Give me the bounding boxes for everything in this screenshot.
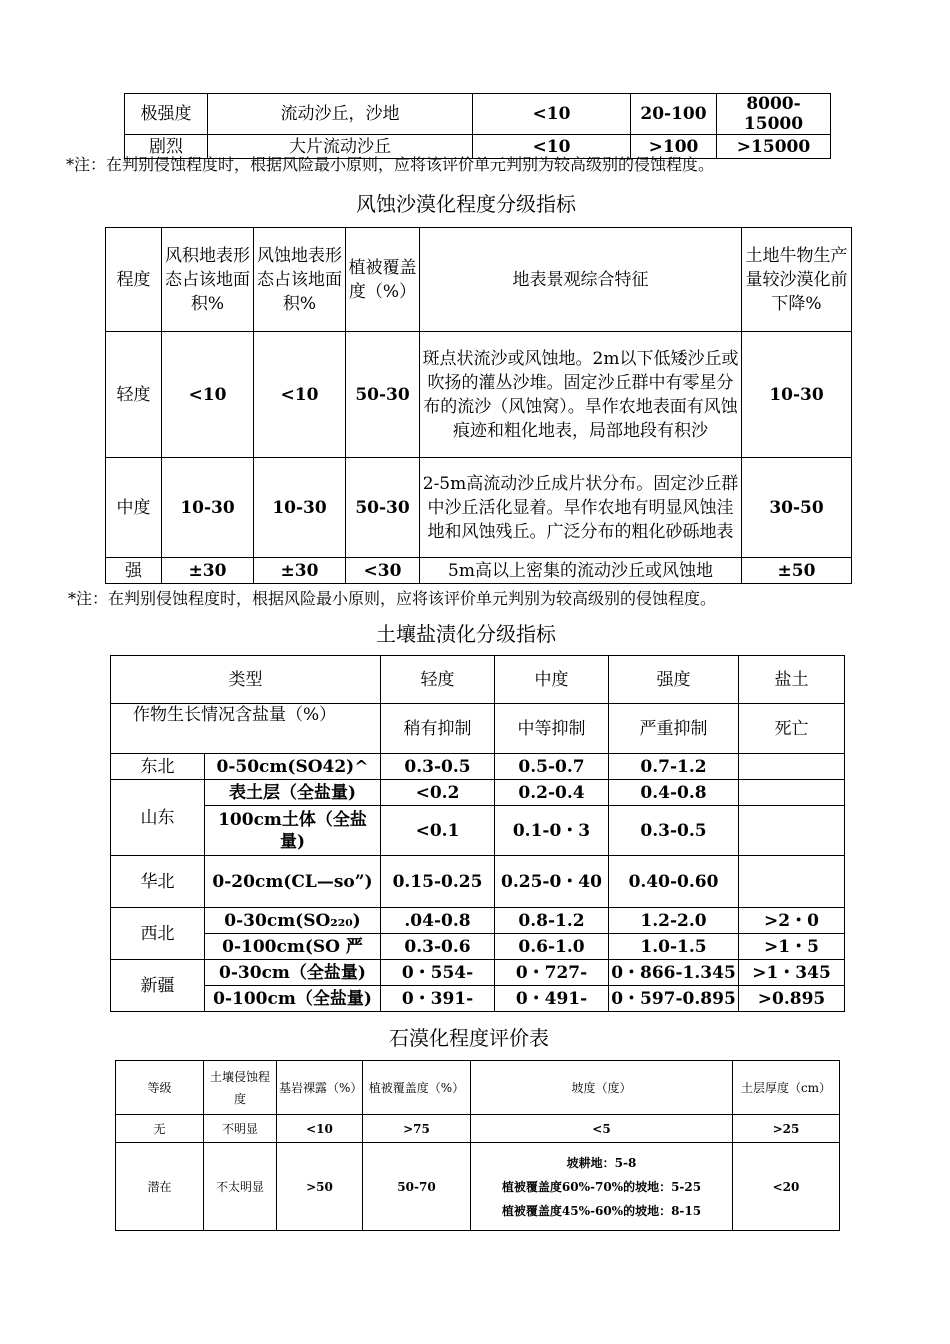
header-cell: 风蚀地表形态占该地面积% bbox=[254, 228, 346, 332]
header-cell: 中等抑制 bbox=[495, 704, 609, 754]
note-1: *注：在判别侵蚀程度时，根据风险最小原则，应将该评价单元判别为较高级别的侵蚀程度。 bbox=[66, 155, 715, 174]
cell: 剧烈 bbox=[125, 135, 208, 159]
cell: 山东 bbox=[111, 780, 205, 856]
wind-table-title: 风蚀沙漠化程度分级指标 bbox=[356, 192, 576, 216]
table-row bbox=[111, 934, 845, 960]
slope-line: 植被覆盖度60%-70%的坡地：5-25 bbox=[501, 1179, 702, 1194]
header-cell: 地表景观综合特征 bbox=[420, 228, 742, 332]
cell: 0・866-1.345 bbox=[609, 960, 739, 986]
cell: <10 bbox=[162, 332, 254, 458]
cell: 新疆 bbox=[111, 960, 205, 1012]
table-header-row bbox=[116, 1061, 840, 1115]
cell: >75 bbox=[363, 1115, 471, 1143]
cell bbox=[739, 806, 845, 856]
cell: 华北 bbox=[111, 856, 205, 908]
rocky-desertification-table bbox=[115, 1060, 840, 1231]
cell: 0.15-0.25 bbox=[381, 856, 495, 908]
cell: >0.895 bbox=[739, 986, 845, 1012]
cell: 0.2-0.4 bbox=[495, 780, 609, 806]
cell: 0-100cm(SO 严 bbox=[205, 934, 381, 960]
cell: 0・597-0.895 bbox=[609, 986, 739, 1012]
cell: 0.6-1.0 bbox=[495, 934, 609, 960]
cell: <30 bbox=[346, 558, 420, 584]
cell: 0.4-0.8 bbox=[609, 780, 739, 806]
table-row bbox=[111, 856, 845, 908]
cell: >15000 bbox=[717, 135, 831, 159]
cell: 斑点状流沙或风蚀地。2m以下低矮沙丘或吹扬的灌丛沙堆。固定沙丘群中有零星分布的流沙（风蚀窝）。旱作农地表面有风蚀痕迹和粗化地表，局部地段有积沙 bbox=[420, 332, 742, 458]
cell: <10 bbox=[473, 94, 631, 135]
cell: 20-100 bbox=[631, 94, 717, 135]
cell: >25 bbox=[733, 1115, 840, 1143]
salinization-table bbox=[110, 655, 845, 1012]
cell: 10-30 bbox=[162, 458, 254, 558]
header-cell: 稍有抑制 bbox=[381, 704, 495, 754]
cell: 10-30 bbox=[254, 458, 346, 558]
cell: ±50 bbox=[742, 558, 852, 584]
table-row bbox=[111, 986, 845, 1012]
cell: <0.2 bbox=[381, 780, 495, 806]
cell: >1・5 bbox=[739, 934, 845, 960]
table-row bbox=[111, 908, 845, 934]
cell: 0-20cm(CL—so”) bbox=[205, 856, 381, 908]
header-cell: 土层厚度（cm） bbox=[733, 1061, 840, 1115]
table-row bbox=[106, 458, 852, 558]
erosion-table-continuation bbox=[124, 93, 831, 159]
cell: 0.8-1.2 bbox=[495, 908, 609, 934]
cell: 0-30cm(SO₂₂₀) bbox=[205, 908, 381, 934]
header-cell: 植被覆盖度（%） bbox=[363, 1061, 471, 1115]
cell bbox=[739, 780, 845, 806]
cell: ±30 bbox=[254, 558, 346, 584]
header-cell: 植被覆盖度（%） bbox=[346, 228, 420, 332]
cell: >50 bbox=[277, 1143, 363, 1231]
cell: <10 bbox=[277, 1115, 363, 1143]
cell: 东北 bbox=[111, 754, 205, 780]
header-cell: 坡度（度） bbox=[471, 1061, 733, 1115]
cell: 0.3-0.6 bbox=[381, 934, 495, 960]
cell: 50-30 bbox=[346, 332, 420, 458]
cell: 流动沙丘，沙地 bbox=[208, 94, 473, 135]
cell: 50-30 bbox=[346, 458, 420, 558]
cell: 0-30cm（全盐量) bbox=[205, 960, 381, 986]
header-cell: 强度 bbox=[609, 656, 739, 704]
cell: 0.1-0・3 bbox=[495, 806, 609, 856]
slope-line: 植被覆盖度45%-60%的坡地：8-15 bbox=[501, 1203, 702, 1218]
header-cell: 中度 bbox=[495, 656, 609, 704]
cell: 2-5m高流动沙丘成片状分布。固定沙丘群中沙丘活化显着。旱作农地有明显风蚀洼地和风蚀残丘。广泛分布的粗化砂砾地表 bbox=[420, 458, 742, 558]
cell: 强 bbox=[106, 558, 162, 584]
cell bbox=[739, 754, 845, 780]
cell: 0・491- bbox=[495, 986, 609, 1012]
cell: 中度 bbox=[106, 458, 162, 558]
table-row bbox=[106, 332, 852, 458]
cell: 表土层（全盐量) bbox=[205, 780, 381, 806]
header-cell: 程度 bbox=[106, 228, 162, 332]
cell: 0.40-0.60 bbox=[609, 856, 739, 908]
cell: 无 bbox=[116, 1115, 204, 1143]
cell: <10 bbox=[254, 332, 346, 458]
cell: 30-50 bbox=[742, 458, 852, 558]
cell: <10 bbox=[473, 135, 631, 159]
cell: 0・391- bbox=[381, 986, 495, 1012]
cell: >100 bbox=[631, 135, 717, 159]
cell: 0-50cm(SO42)^ bbox=[205, 754, 381, 780]
cell: 潜在 bbox=[116, 1143, 204, 1231]
cell: 轻度 bbox=[106, 332, 162, 458]
cell: 0・727- bbox=[495, 960, 609, 986]
cell: 10-30 bbox=[742, 332, 852, 458]
table-header-row bbox=[111, 656, 845, 704]
cell: <0.1 bbox=[381, 806, 495, 856]
cell: >1・345 bbox=[739, 960, 845, 986]
header-cell: 作物生长情况含盐量（%） bbox=[111, 704, 381, 754]
table-row bbox=[111, 806, 845, 856]
cell: <5 bbox=[471, 1115, 733, 1143]
header-cell: 死亡 bbox=[739, 704, 845, 754]
cell: 1.2-2.0 bbox=[609, 908, 739, 934]
table-row bbox=[116, 1115, 840, 1143]
table-row bbox=[106, 558, 852, 584]
note-2: *注：在判别侵蚀程度时，根据风险最小原则，应将该评价单元判别为较高级别的侵蚀程度。 bbox=[68, 589, 717, 608]
cell: 西北 bbox=[111, 908, 205, 960]
slope-cell bbox=[471, 1143, 733, 1231]
cell: 1.0-1.5 bbox=[609, 934, 739, 960]
header-cell: 土地牛物生产量较沙漠化前下降% bbox=[742, 228, 852, 332]
cell: 极强度 bbox=[125, 94, 208, 135]
cell: 0.25-0・40 bbox=[495, 856, 609, 908]
header-cell: 等级 bbox=[116, 1061, 204, 1115]
table-row bbox=[111, 780, 845, 806]
table-row bbox=[116, 1143, 840, 1231]
cell: 8000-15000 bbox=[717, 94, 831, 135]
cell: <20 bbox=[733, 1143, 840, 1231]
cell: 0・554- bbox=[381, 960, 495, 986]
header-cell: 类型 bbox=[111, 656, 381, 704]
table-row bbox=[111, 960, 845, 986]
header-cell: 风积地表形态占该地面积% bbox=[162, 228, 254, 332]
table-row bbox=[111, 754, 845, 780]
table-header-row bbox=[106, 228, 852, 332]
salt-table-title: 土壤盐渍化分级指标 bbox=[376, 622, 556, 646]
cell: .04-0.8 bbox=[381, 908, 495, 934]
wind-erosion-table bbox=[105, 227, 852, 584]
cell: 0.3-0.5 bbox=[609, 806, 739, 856]
cell: 0.3-0.5 bbox=[381, 754, 495, 780]
header-cell: 盐土 bbox=[739, 656, 845, 704]
cell: 0.5-0.7 bbox=[495, 754, 609, 780]
header-cell: 严重抑制 bbox=[609, 704, 739, 754]
cell: 不太明显 bbox=[204, 1143, 277, 1231]
cell: 不明显 bbox=[204, 1115, 277, 1143]
table-header-row bbox=[111, 704, 845, 754]
header-cell: 轻度 bbox=[381, 656, 495, 704]
table-row bbox=[125, 94, 831, 135]
cell: 100cm土体（全盐量) bbox=[205, 806, 381, 856]
cell: ±30 bbox=[162, 558, 254, 584]
cell: >2・0 bbox=[739, 908, 845, 934]
rock-table-title: 石漠化程度评价表 bbox=[389, 1026, 549, 1050]
header-cell: 基岩裸露（%） bbox=[277, 1061, 363, 1115]
cell: 50-70 bbox=[363, 1143, 471, 1231]
cell: 0-100cm（全盐量) bbox=[205, 986, 381, 1012]
cell: 0.7-1.2 bbox=[609, 754, 739, 780]
cell: 大片流动沙丘 bbox=[208, 135, 473, 159]
slope-line: 坡耕地：5-8 bbox=[566, 1155, 637, 1170]
cell: 5m高以上密集的流动沙丘或风蚀地 bbox=[420, 558, 742, 584]
cell bbox=[739, 856, 845, 908]
header-cell: 土壤侵蚀程度 bbox=[204, 1061, 277, 1115]
